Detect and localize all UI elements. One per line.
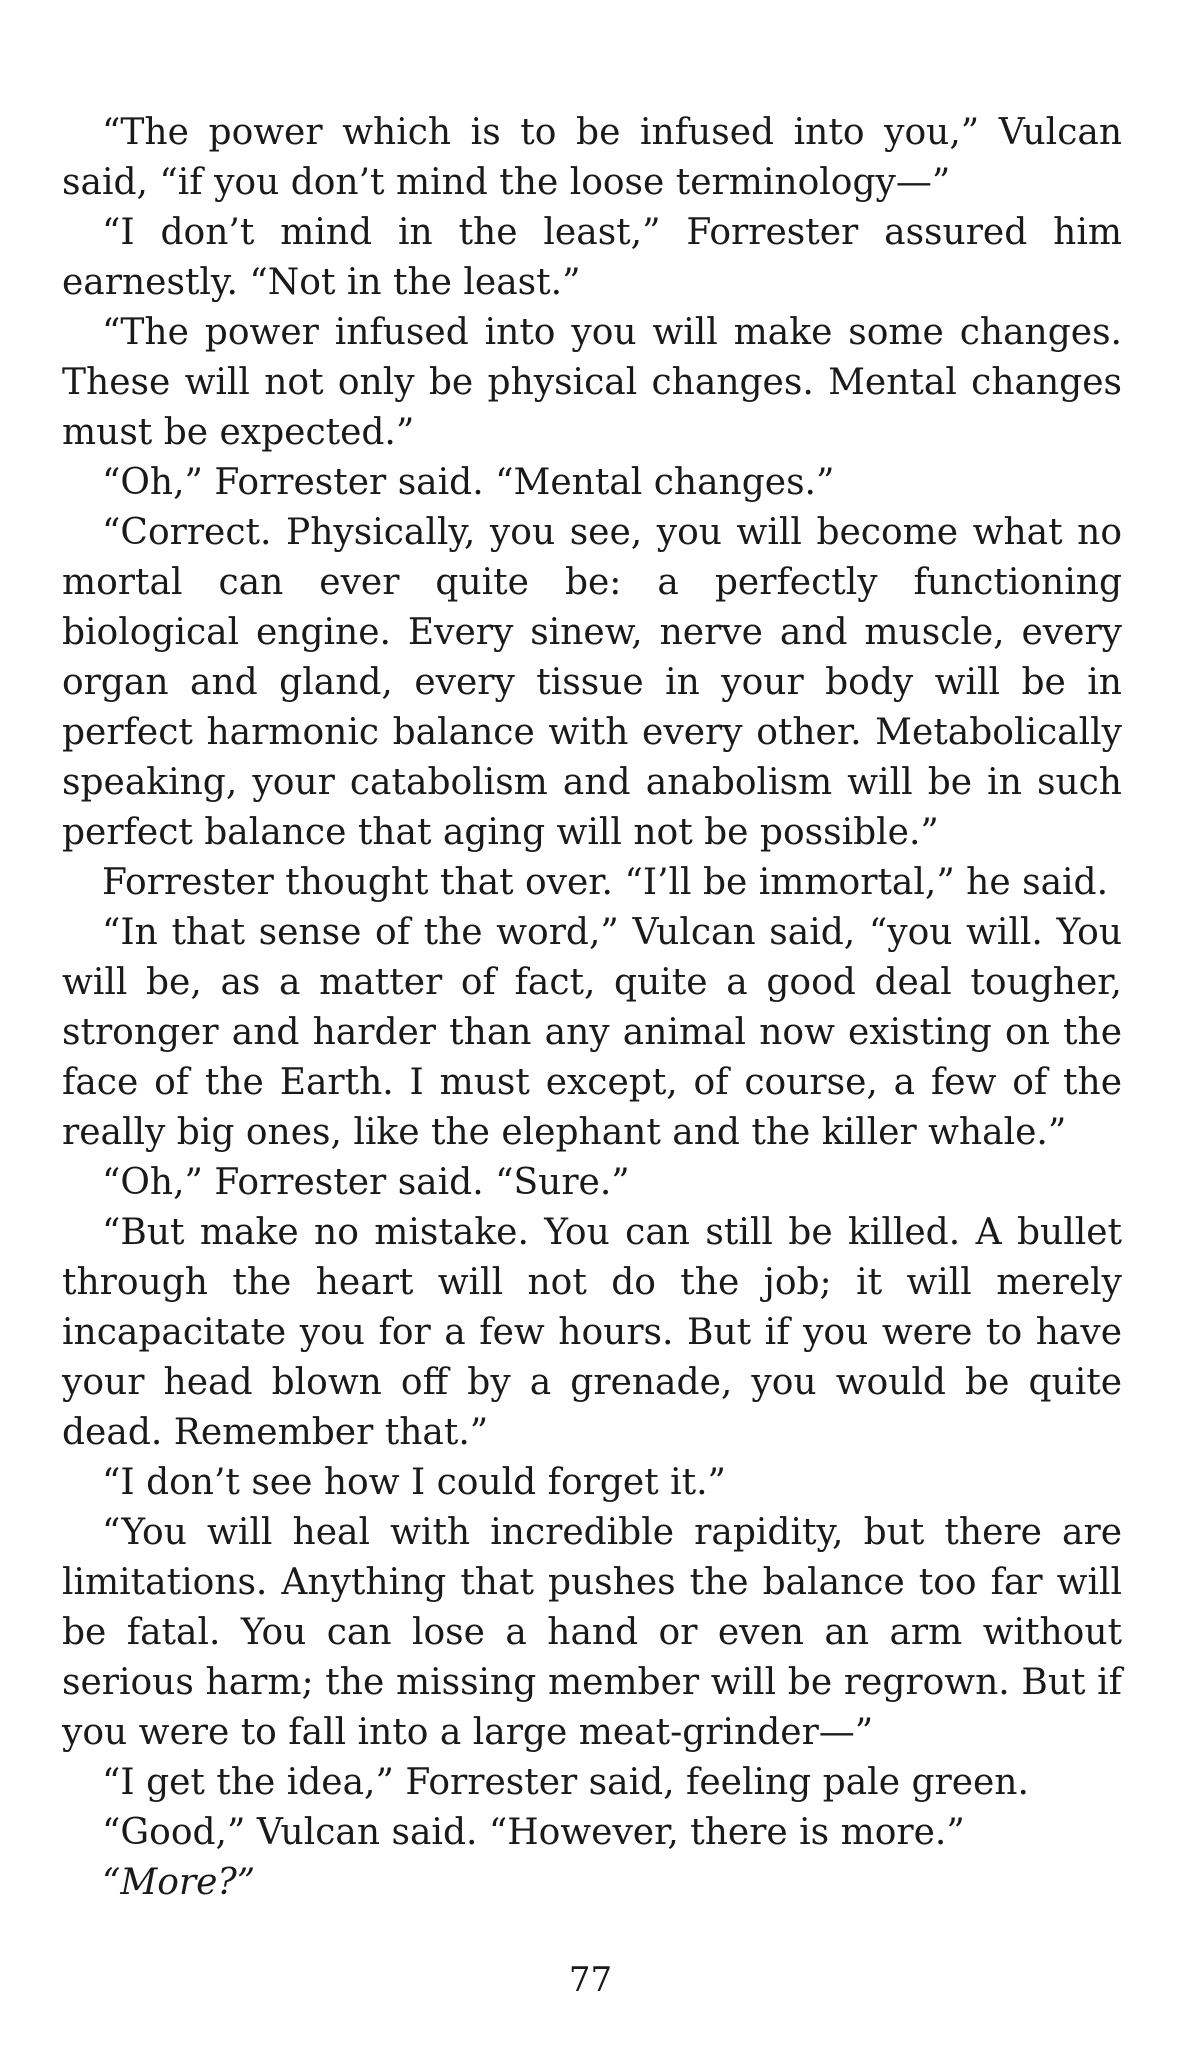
paragraph: “Oh,” Forrester said. “Sure.” (102, 1162, 630, 1203)
paragraph: “In that sense of the word,” Vulcan said, “you will. You will be, as a matter of fact, quite a good deal tougher, stronger and harder than any animal now existing on the face of the Earth. I must except, of course, a few of the really big ones, like the elephant and the killer whale.” (62, 912, 1122, 1153)
paragraph: “More?” (102, 1862, 256, 1903)
paragraph: “Correct. Physically, you see, you will become what no mortal can ever quite be: a perfectly functioning biological engine. Every sinew, nerve and muscle, every organ and gland, every tissue in your body will be in perfect harmonic balance with every other. Metabolically speaking, your catabolism and anabolism will be in such perfect balance that aging will not be possible.” (62, 512, 1122, 853)
paragraph: “I don’t see how I could forget it.” (102, 1462, 726, 1503)
paragraph: “Oh,” Forrester said. “Mental changes.” (102, 462, 835, 503)
paragraph: “The power infused into you will make some changes. These will not only be physical changes. Mental changes must be expected.” (62, 312, 1122, 453)
paragraph: “I don’t mind in the least,” Forrester assured him earnestly. “Not in the least.” (62, 212, 1122, 303)
book-page-body (62, 108, 1122, 1908)
paragraph: “But make no mistake. You can still be killed. A bullet through the heart will not do the job; it will merely incapacitate you for a few hours. But if you were to have your head blown off by a grenade, you would be quite dead. Remember that.” (62, 1212, 1122, 1453)
paragraph: “You will heal with incredible rapidity, but there are limitations. Anything that pushes the balance too far will be fatal. You can lose a hand or even an arm without serious harm; the missing member will be regrown. But if you were to fall into a large meat-grinder—” (62, 1512, 1122, 1753)
paragraph: “I get the idea,” Forrester said, feeling pale green. (102, 1762, 1029, 1803)
paragraph: “The power which is to be infused into you,” Vulcan said, “if you don’t mind the loose terminology—” (62, 112, 1122, 203)
paragraph: “Good,” Vulcan said. “However, there is more.” (102, 1812, 965, 1853)
paragraph: Forrester thought that over. “I’ll be immortal,” he said. (102, 862, 1109, 903)
page-number: 77 (568, 1960, 613, 2000)
